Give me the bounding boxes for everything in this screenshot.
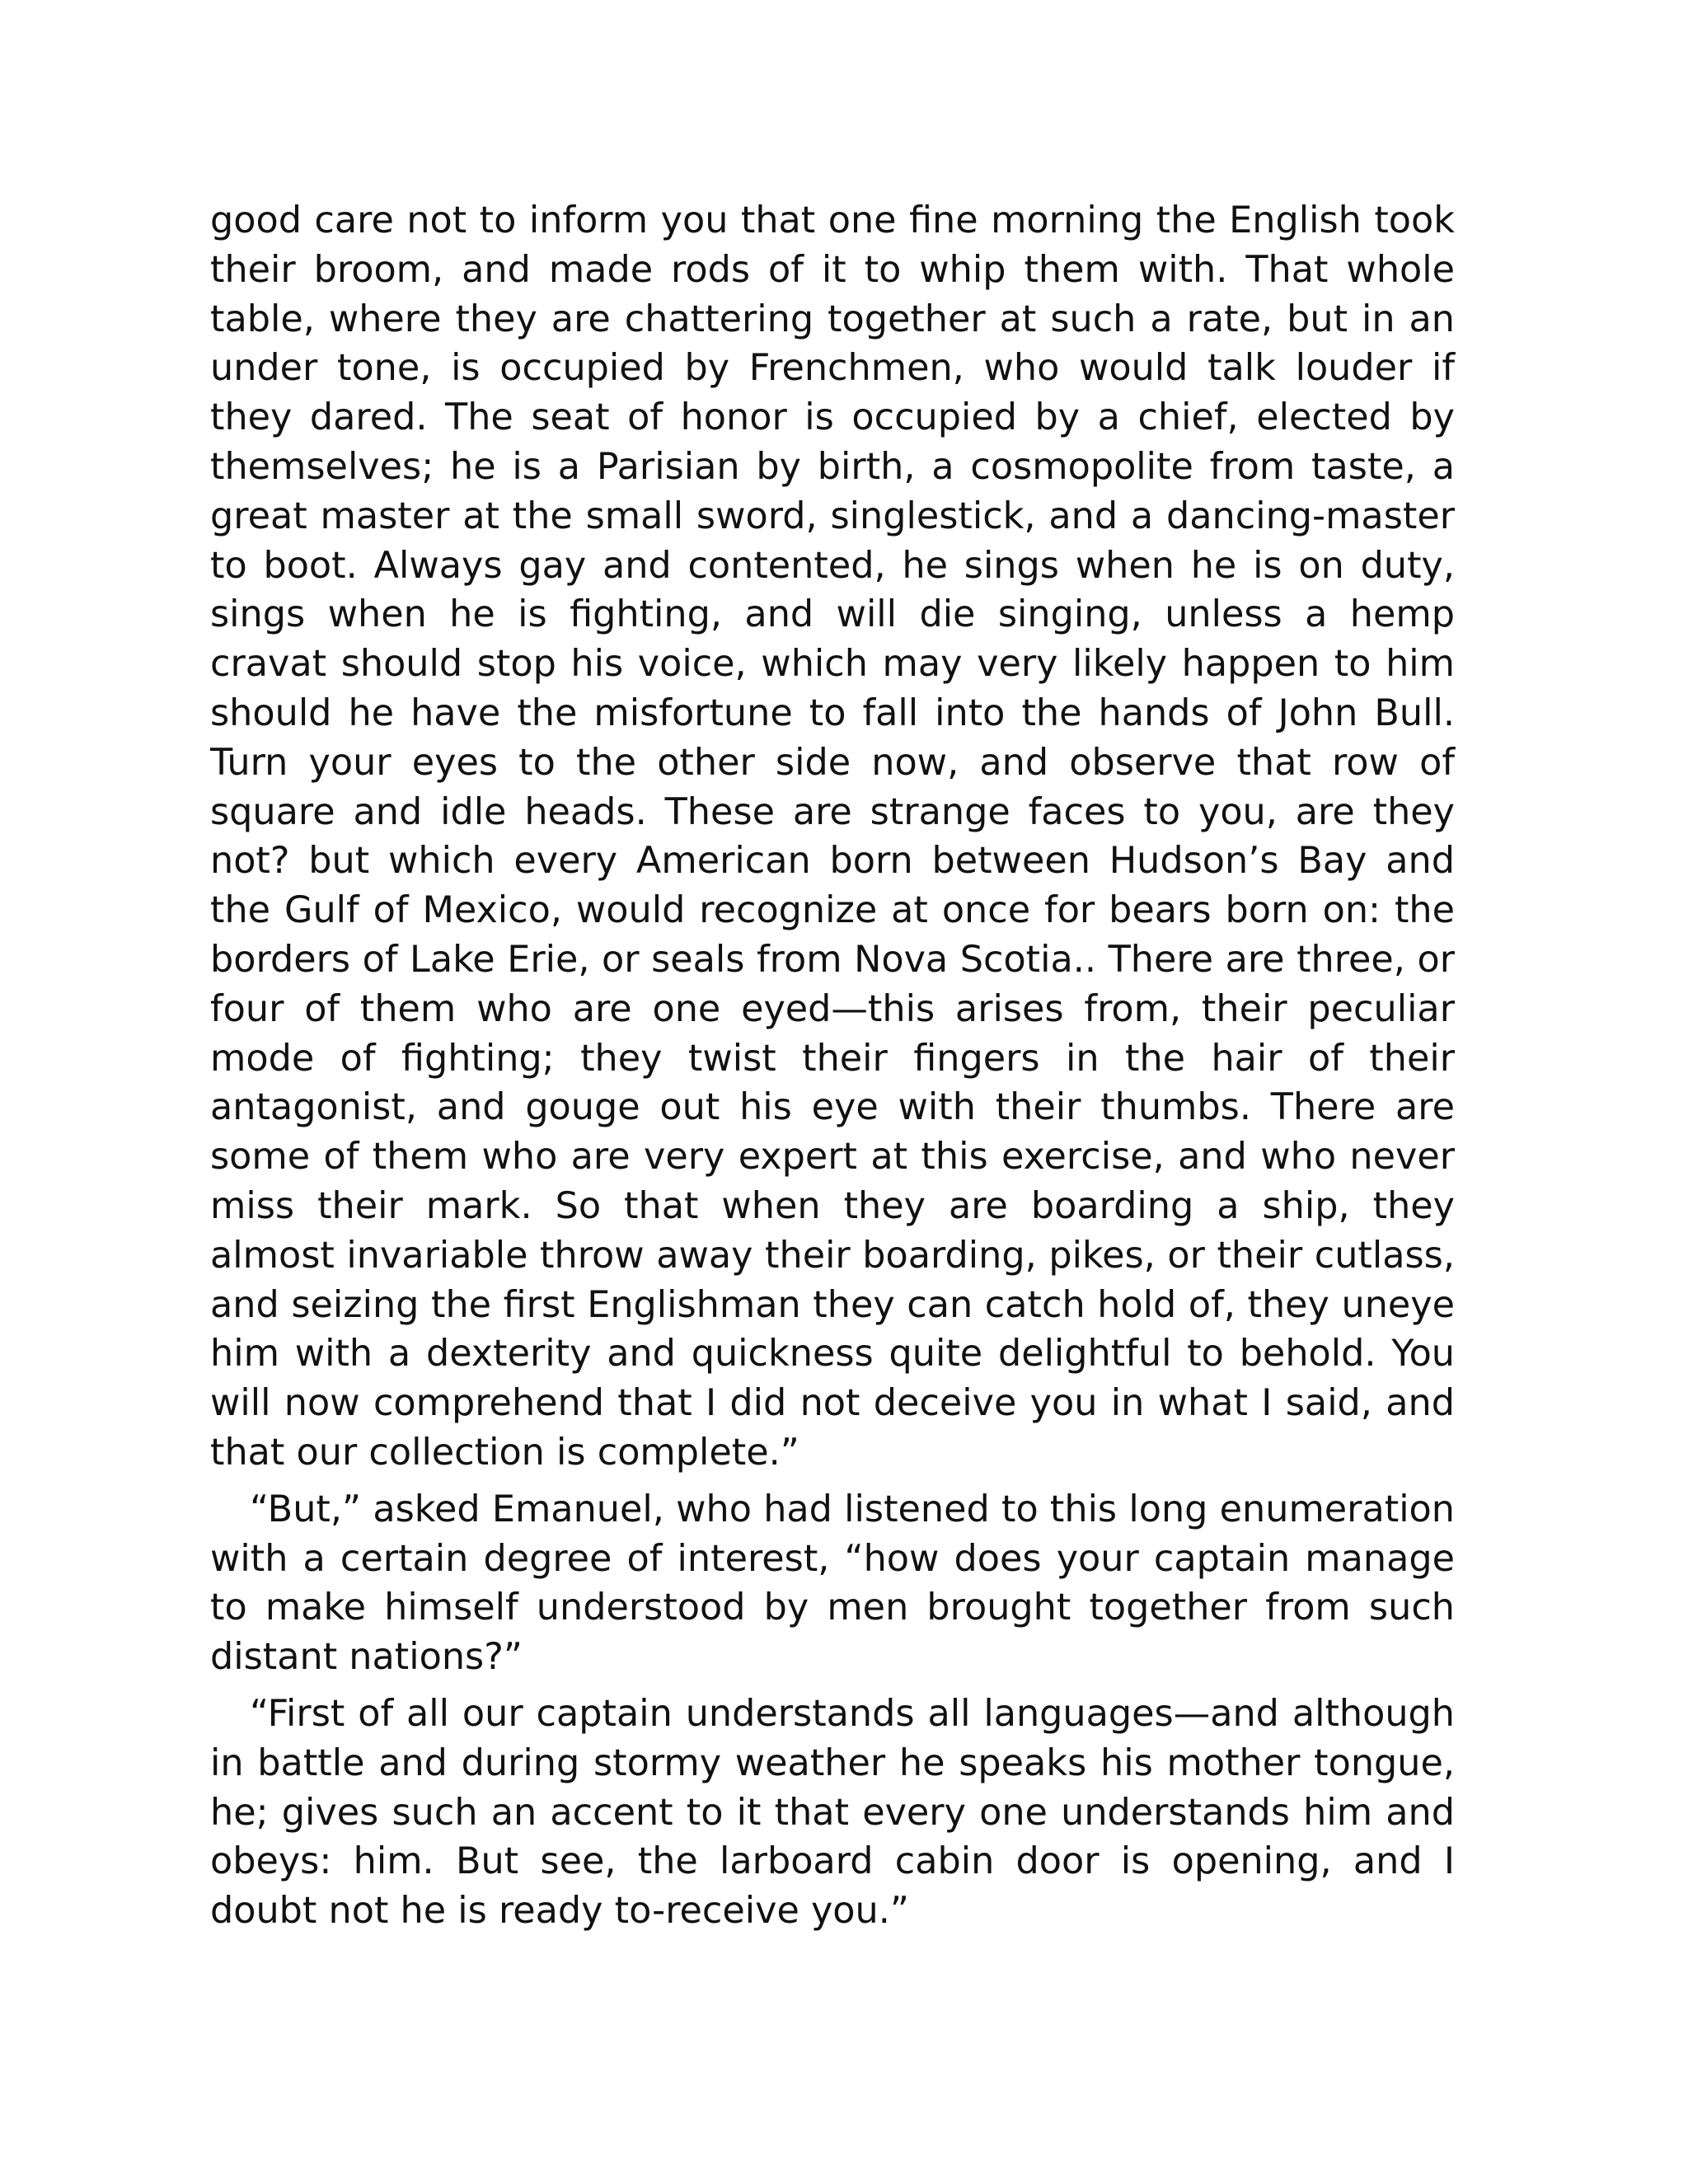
body-text [210, 196, 1455, 1936]
paragraph-1: good care not to inform you that one fine morning the English took their broom, and made rods of it to whip them with. That whole table, where they are chattering together at such a rate, but in an under tone, is occupied by Frenchmen, who would talk louder if they dared. The seat of honor is occupied by a chief, elected by themselves; he is a Parisian by birth, a cosmopolite from taste, a great master at the small sword, singlestick, and a dancing-master to boot. Always gay and contented, he sings when he is on duty, sings when he is fighting, and will die singing, unless a hemp cravat should stop his voice, which may very likely happen to him should he have the misfortune to fall into the hands of John Bull. Turn your eyes to the other side now, and observe that row of square and idle heads. These are strange faces to you, are they not? but which every American born between Hudson’s Bay and the Gulf of Mexico, would recognize at once for bears born on: the borders of Lake Erie, or seals from Nova Scotia.. There are three, or four of them who are one eyed—this arises from, their peculiar mode of fighting; they twist their fingers in the hair of their antagonist, and gouge out his eye with their thumbs. There are some of them who are very expert at this exercise, and who never miss their mark. So that when they are boarding a ship, they almost invariable throw away their boarding, pikes, or their cutlass, and seizing the first Englishman they can catch hold of, they uneye him with a dexterity and quickness quite delightful to behold. You will now comprehend that I did not deceive you in what I said, and that our collection is complete.” [210, 199, 1455, 1474]
paragraph-2: “But,” asked Emanuel, who had listened to this long enumeration with a certain degree of interest, “how does your captain manage to make himself understood by men brought together from such distant nations?” [210, 1488, 1455, 1679]
paragraph-3: “First of all our captain understands all languages—and although in battle and during stormy weather he speaks his mother tongue, he; gives such an accent to it that every one understands him and obeys: him. But see, the larboard cabin door is opening, and I doubt not he is ready to-receive you.” [210, 1692, 1455, 1933]
